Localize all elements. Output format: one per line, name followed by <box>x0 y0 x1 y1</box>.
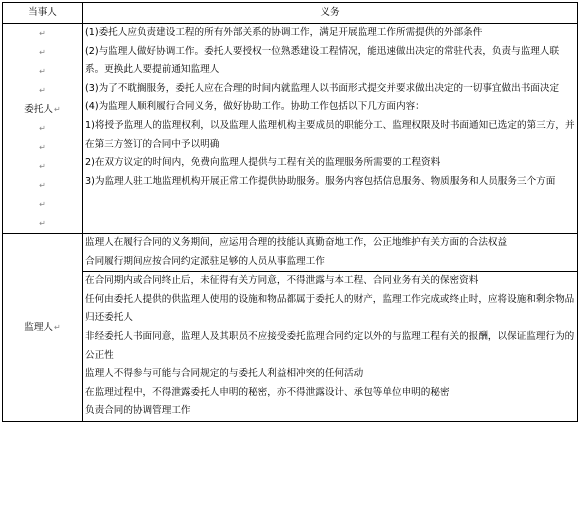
supervisor-duty-paragraph: 在监理过程中，不得泄露委托人申明的秘密，亦不得泄露设计、承包等单位申明的秘密 <box>85 386 450 398</box>
paragraph-mark-icon: ↵ <box>39 124 46 133</box>
supervisor-duty-paragraph: 负责合同的协调管理工作 <box>85 405 191 417</box>
supervisor-name <box>24 318 60 337</box>
supervisor-duty-paragraph: 合同履行期间应按合同约定派驻足够的人员从事监理工作 <box>85 255 325 267</box>
paragraph-mark-icon: ↵ <box>39 143 46 152</box>
paragraph-mark-icon: ↵ <box>39 162 46 171</box>
paragraph-mark-icon: ↵ <box>54 105 61 114</box>
supervisor-duty-paragraph: 在合同期内或合同终止后，未征得有关方同意，不得泄露与本工程、合同业务有关的保密资料 <box>85 275 479 287</box>
supervisor-name-text: 监理人 <box>24 321 54 333</box>
paragraph-mark-icon: ↵ <box>39 67 46 76</box>
supervisor-duty-paragraph: 非经委托人书面同意，监理人及其职员不应接受委托监理合同约定以外的与监理工程有关的报酬，以保证监理行为的公正性 <box>85 330 575 361</box>
paragraph-mark-icon: ↵ <box>39 219 46 228</box>
paragraph-mark-icon: ↵ <box>54 322 61 332</box>
duties-table <box>2 2 578 422</box>
supervisor-duty-paragraph: 监理人在履行合同的义务期间，应运用合理的技能认真勤奋地工作，公正地维护有关方面的合法权益 <box>85 237 508 248</box>
client-duty-paragraph: (3)为了不耽搁服务，委托人应在合理的时间内就监理人以书面形式提交并要求做出决定的一切事宜做出书面决定 <box>85 82 560 94</box>
supervisor-row-2 <box>3 272 578 422</box>
header-duty-cell: 义务 <box>83 3 578 24</box>
client-duty-paragraph: (1)委托人应负责建设工程的所有外部关系的协调工作，满足开展监理工作所需提供的外部条件 <box>85 27 483 38</box>
client-row <box>3 24 578 234</box>
paragraph-mark-icon: ↵ <box>39 48 46 57</box>
supervisor-duty-cell-1 <box>83 234 578 272</box>
paragraph-mark-icon: ↵ <box>39 29 46 38</box>
client-name-text: 委托人 <box>24 104 54 115</box>
paragraph-mark-icon: ↵ <box>39 181 46 190</box>
client-duty-cell <box>83 24 578 234</box>
supervisor-party-cell <box>3 234 83 422</box>
paragraph-mark-icon: ↵ <box>39 86 46 95</box>
header-row <box>3 3 578 24</box>
client-party-cell <box>3 24 83 234</box>
client-duty-paragraph: (2)与监理人做好协调工作。委托人要授权一位熟悉建设工程情况，能迅速做出决定的常驻代表，负责与监理人联系。更换此人要提前通知监理人 <box>85 45 560 76</box>
supervisor-duty-paragraph: 任何由委托人提供的供监理人使用的设施和物品都属于委托人的财产，监理工作完成或终止时，应将设施和剩余物品归还委托人 <box>85 293 575 324</box>
client-duty-paragraph: 2)在双方议定的时间内，免费向监理人提供与工程有关的监理服务所需要的工程资料 <box>85 157 441 169</box>
client-duty-paragraph: 1)将授予监理人的监理权利，以及监理人监理机构主要成员的职能分工、监理权限及时书面通知已选定的第三方，并在第三方签订的合同中予以明确 <box>85 119 575 150</box>
client-name <box>24 100 60 119</box>
supervisor-duty-paragraph: 监理人不得参与可能与合同规定的与委托人利益相冲突的任何活动 <box>85 368 364 380</box>
client-party-stack <box>5 24 80 233</box>
supervisor-party-stack <box>5 318 80 337</box>
supervisor-duty-cell-2 <box>83 272 578 422</box>
client-duty-paragraph: (4)为监理人顺利履行合同义务，做好协助工作。协助工作包括以下几方面内容： <box>85 101 425 113</box>
paragraph-mark-icon: ↵ <box>39 200 46 209</box>
supervisor-row-1 <box>3 234 578 272</box>
header-party-cell: 当事人 <box>3 3 83 24</box>
client-duty-paragraph: 3)为监理人驻工地监理机构开展正常工作提供协助服务。服务内容包括信息服务、物质服务和人员服务三个方面 <box>85 175 556 187</box>
